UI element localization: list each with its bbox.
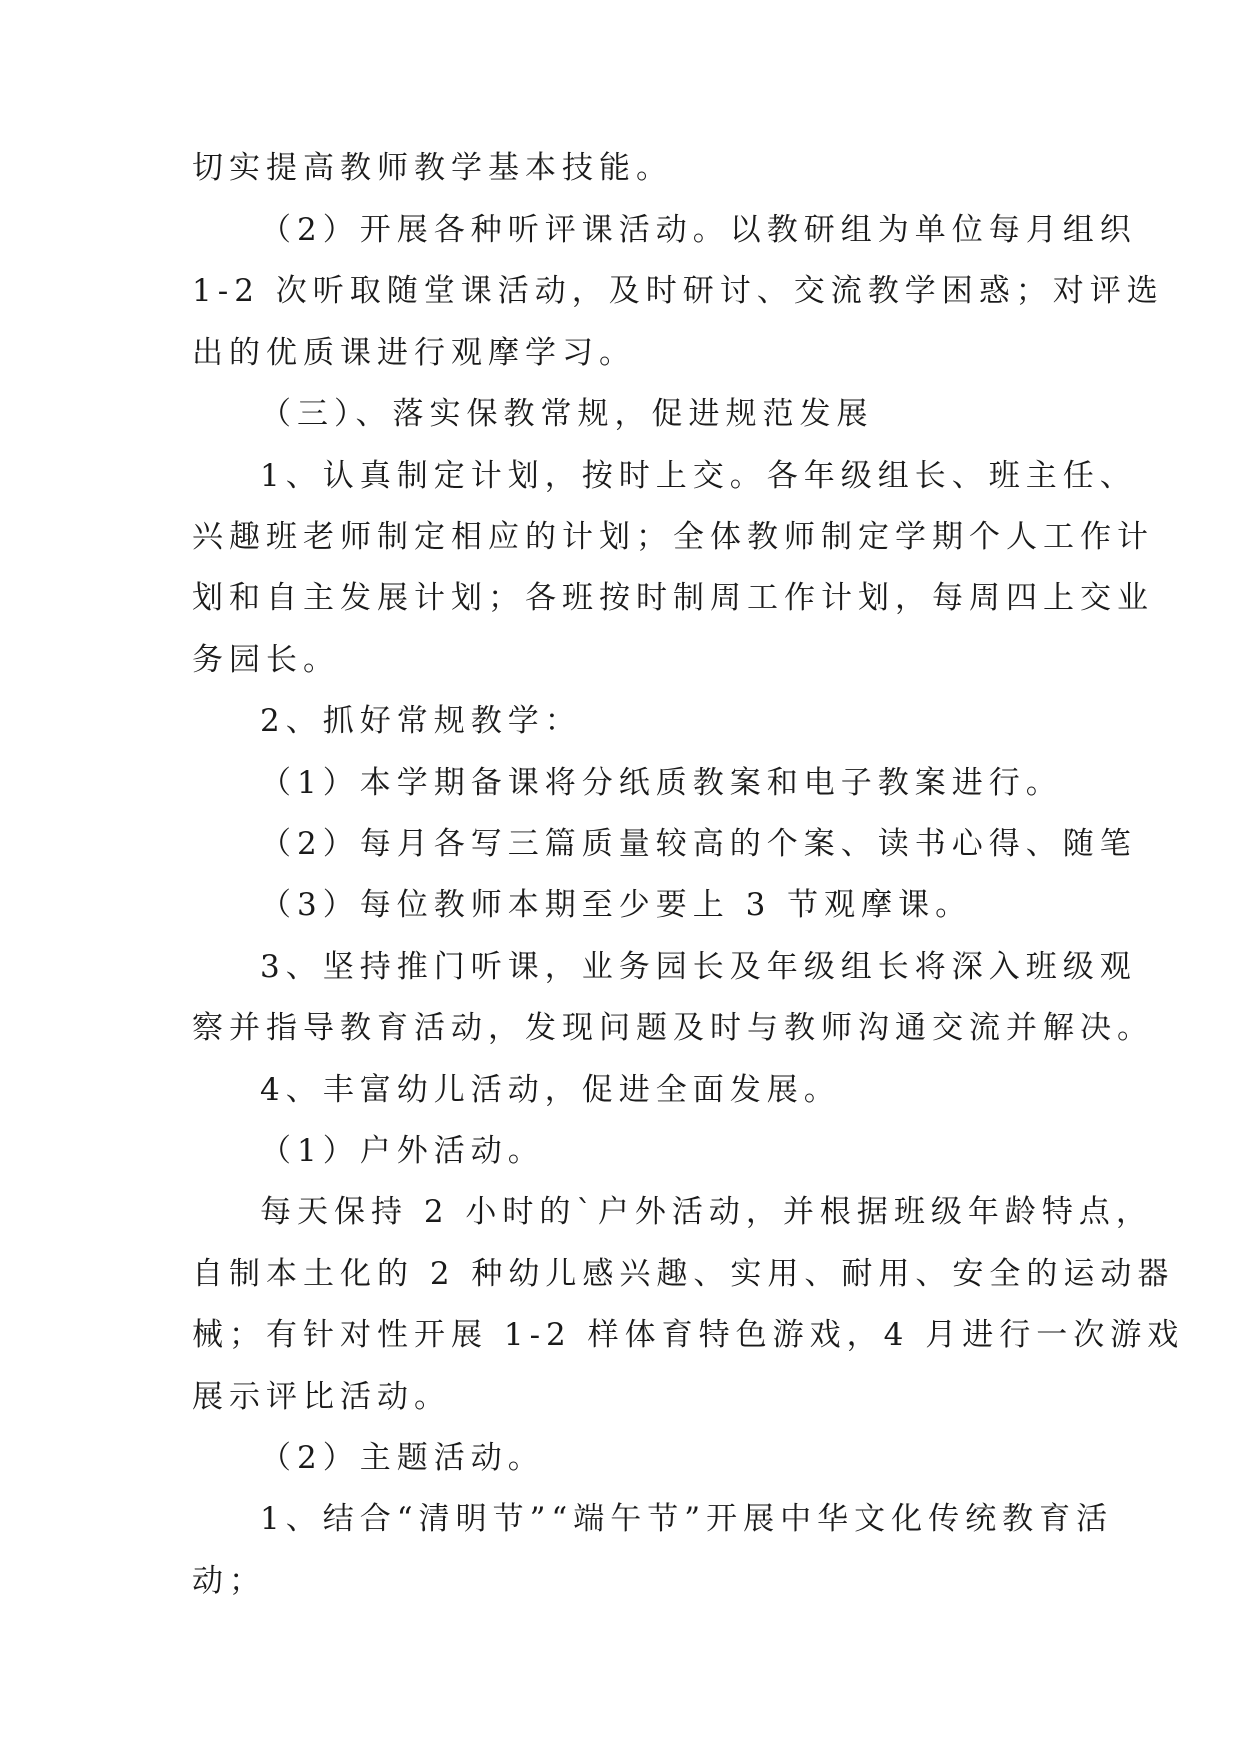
- text-line: 展示评比活动。: [192, 1379, 451, 1415]
- text-line: 1、认真制定计划，按时上交。各年级组长、班主任、: [260, 458, 1137, 494]
- text-line: 自制本土化的 2 种幼儿感兴趣、实用、耐用、安全的运动器: [192, 1256, 1175, 1292]
- text-line: （2）主题活动。: [260, 1440, 545, 1476]
- text-line: 1、结合“清明节”“端午节”开展中华文化传统教育活: [260, 1501, 1114, 1537]
- text-line: 4、丰富幼儿活动，促进全面发展。: [260, 1072, 841, 1108]
- text-line: 察并指导教育活动，发现问题及时与教师沟通交流并解决。: [192, 1010, 1154, 1046]
- text-line: （1）户外活动。: [260, 1133, 545, 1169]
- text-line: 兴趣班老师制定相应的计划；全体教师制定学期个人工作计: [192, 519, 1154, 555]
- text-line: （2）开展各种听评课活动。以教研组为单位每月组织: [260, 212, 1137, 248]
- text-line: 2、抓好常规教学：: [260, 703, 582, 739]
- text-line: （1）本学期备课将分纸质教案和电子教案进行。: [260, 765, 1063, 801]
- section-heading: （三）、落实保教常规，促进规范发展: [260, 396, 874, 432]
- text-line: 3、坚持推门听课，业务园长及年级组长将深入班级观: [260, 949, 1137, 985]
- text-line: （3）每位教师本期至少要上 3 节观摩课。: [260, 887, 973, 923]
- text-line: （2）每月各写三篇质量较高的个案、读书心得、随笔: [260, 826, 1137, 862]
- text-line: 1-2 次听取随堂课活动，及时研讨、交流教学困惑；对评选: [192, 273, 1164, 309]
- text-line: 划和自主发展计划；各班按时制周工作计划，每周四上交业: [192, 580, 1154, 616]
- text-line: 动；: [192, 1563, 266, 1599]
- text-line: 械；有针对性开展 1-2 样体育特色游戏，4 月进行一次游戏: [192, 1317, 1185, 1353]
- text-line: 切实提高教师教学基本技能。: [192, 150, 673, 186]
- text-line: 务园长。: [192, 642, 340, 678]
- text-line: 每天保持 2 小时的`户外活动，并根据班级年龄特点，: [260, 1194, 1153, 1230]
- text-line: 出的优质课进行观摩学习。: [192, 335, 636, 371]
